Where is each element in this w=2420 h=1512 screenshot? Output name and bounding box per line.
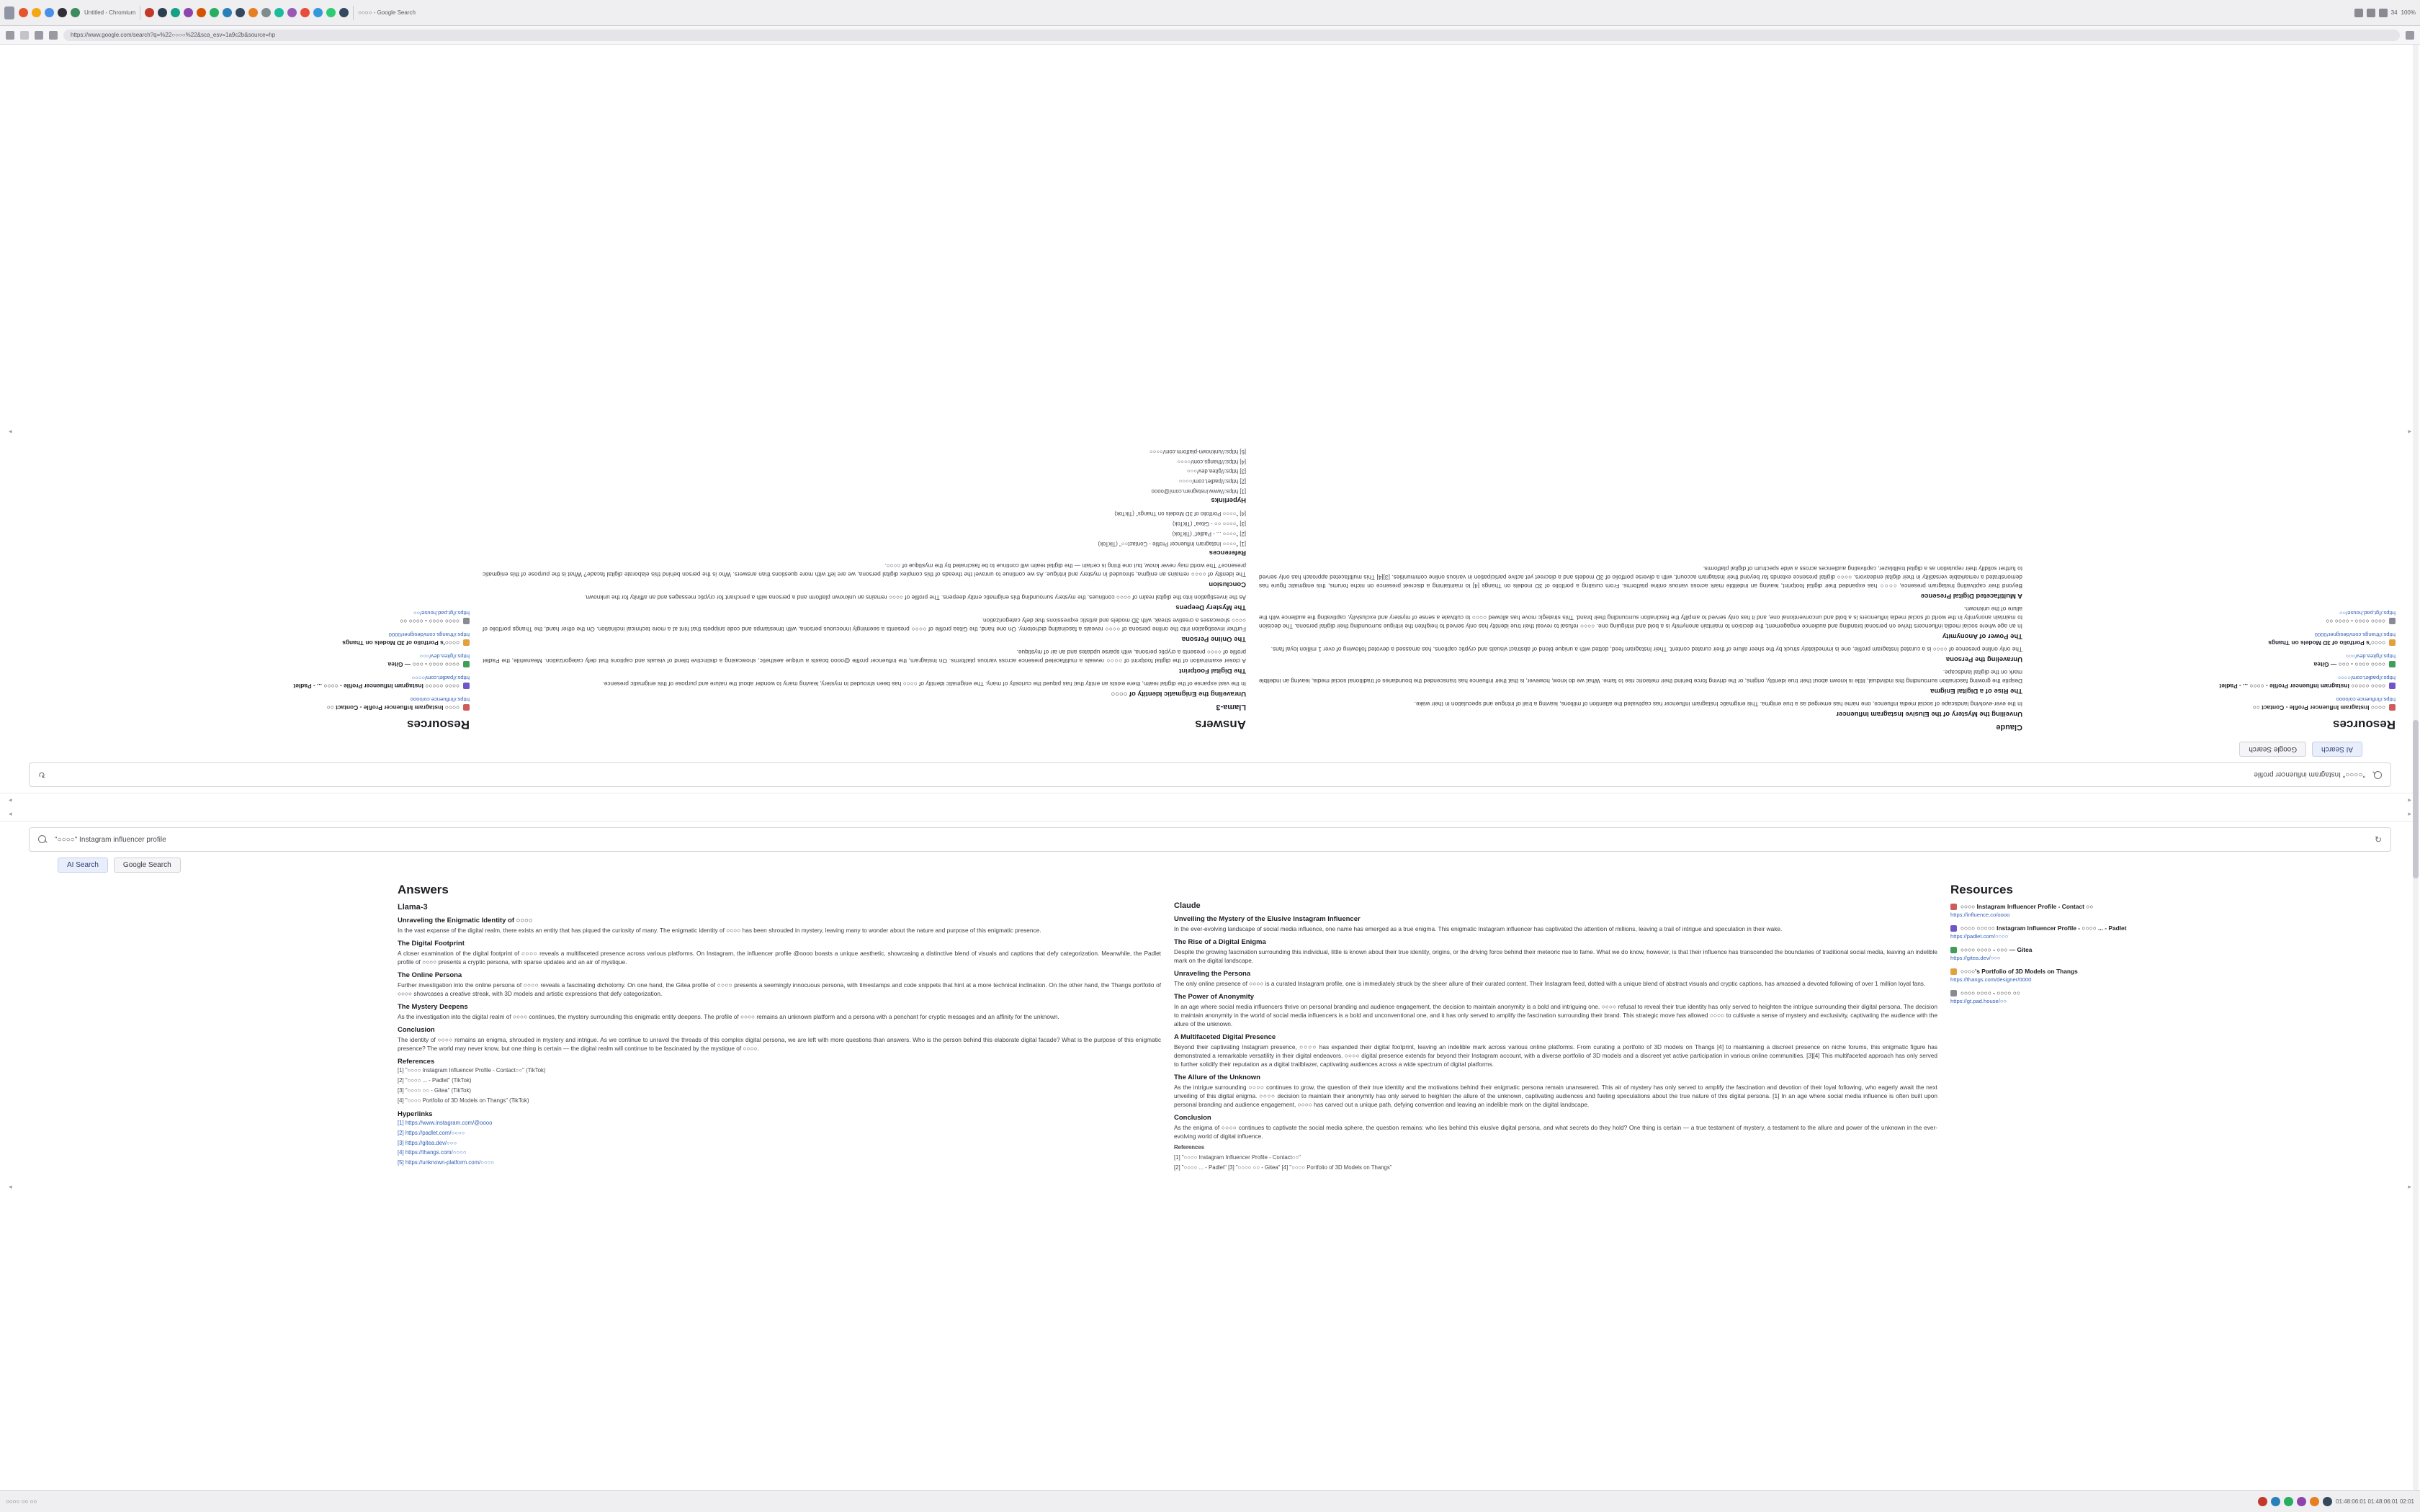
- article-body: In the vast expanse of the digital realm, there exists an entity that has piqued the curiosity of many. The enigmatic identity of ○○○○ has been shrouded in mystery, leaving many to wonder about the nature and purpose of this enigmatic presence.: [398, 927, 1041, 934]
- list-item[interactable]: [66, 653, 470, 668]
- answers-heading: Answers: [398, 883, 449, 896]
- model-name-claude: Claude: [1174, 901, 1201, 910]
- article-body: The only online presence of ○○○○ is a curated Instagram profile, one is immediately struck by the sheer allure of their curated content. Their Instagram feed, dotted with a unique blend of abstract visuals and cryptic captions, has amassed a devoted following of over 1 million loyal fans.: [1174, 980, 1926, 988]
- list-item[interactable]: [1950, 946, 2354, 961]
- resource-url[interactable]: https://padlet.com/○○○○: [1950, 933, 2009, 940]
- reference-item: [2] "○○○○ ... - Padlet" [3] "○○○○ ○○ - Gitea" [4] "○○○○ Portfolio of 3D Models on Thangs": [1174, 1164, 1392, 1171]
- collapse-right-icon[interactable]: ▸: [9, 797, 12, 804]
- references-heading: References: [398, 1058, 435, 1066]
- list-item[interactable]: [66, 675, 470, 690]
- resource-url[interactable]: https://thangs.com/designer/0000: [388, 631, 470, 638]
- search-icon: [38, 835, 48, 845]
- reload-icon[interactable]: [35, 31, 43, 40]
- resource-url[interactable]: https://gt.pad.house/○○: [413, 610, 470, 616]
- tab-favicon[interactable]: [300, 8, 310, 17]
- home-icon[interactable]: [49, 31, 58, 40]
- hyperlink-item[interactable]: [2] https://padlet.com/○○○○: [398, 1129, 465, 1136]
- answers-heading: Answers: [1195, 718, 1246, 732]
- tab-favicon[interactable]: [210, 8, 219, 17]
- footer-left-icon[interactable]: ◂: [2408, 428, 2411, 436]
- hyperlinks-heading: Hyperlinks: [1211, 496, 1246, 505]
- profile-avatar-icon[interactable]: [2367, 9, 2375, 17]
- reference-item: [2] "○○○○ ... - Padlet" (TikTok): [1172, 530, 1246, 537]
- article-body: As the investigation into the digital realm of ○○○○ continues, the mystery surrounding this enigmatic entity deepens. The profile of ○○○○ remains an unknown platform and a persona with a penchant for cryptic messages and an affinity for the unknown.: [398, 1013, 1059, 1021]
- tab-favicon[interactable]: [197, 8, 206, 17]
- answers-column: [398, 883, 1161, 1169]
- article-body: As the investigation into the digital realm of ○○○○ continues, the mystery surrounding this enigmatic entity deepens. The profile of ○○○○ remains an unknown platform and a persona with a penchant for cryptic messages and an affinity for the unknown.: [584, 593, 1246, 601]
- mirror-columns: [0, 438, 2420, 734]
- resources-column: [1950, 883, 2354, 1011]
- taskbar-app-icon[interactable]: [2271, 1497, 2280, 1506]
- article-heading: Unraveling the Persona: [1945, 654, 2022, 663]
- reference-item: [1] "○○○○ Instagram Influencer Profile - Contact○○": [1174, 1154, 1301, 1161]
- search-query-text: "○○○○" Instagram influencer profile: [2254, 770, 2365, 779]
- resources-heading: Resources: [407, 718, 470, 732]
- gitea-favicon: [2389, 661, 2396, 667]
- article-body: Despite the growing fascination surrounding this individual, little is known about their true identity, origins, or the driving force behind their meteoric rise to fame. What we do know, however, is that their influence has transcended the boundaries of traditional social media, leaving an indelible mark on the digital landscape.: [1174, 948, 1937, 965]
- window-title: Untitled - Chromium: [84, 9, 136, 16]
- resource-title[interactable]: ○○○○ ○○○○ - ○○○ — Gitea: [2035, 661, 2396, 668]
- list-item[interactable]: [2035, 675, 2396, 690]
- tab-favicons-group[interactable]: [19, 8, 80, 17]
- gitea-favicon: [1950, 947, 1957, 953]
- pane-window-bar: [0, 807, 2420, 822]
- tab-favicon[interactable]: [339, 8, 349, 17]
- collapse-right-icon[interactable]: ▸: [2408, 810, 2411, 817]
- article-heading: Conclusion: [1209, 580, 1246, 588]
- forward-arrow-icon[interactable]: [20, 31, 29, 40]
- search-toolbar: [0, 822, 2420, 880]
- article-heading: The Allure of the Unknown: [1174, 1074, 1260, 1082]
- results-columns: [0, 880, 2420, 1182]
- hyperlink-item[interactable]: [3] https://gitea.dev/○○○: [398, 1139, 457, 1146]
- article-heading: The Power of Anonymity: [1942, 631, 2022, 640]
- resource-url[interactable]: https://gitea.dev/○○○: [1950, 955, 2001, 961]
- list-item[interactable]: [2035, 653, 2396, 668]
- taskbar-icons[interactable]: [2258, 1497, 2414, 1506]
- list-item[interactable]: [1950, 989, 2354, 1004]
- article-body: In an age where social media influencers thrive on personal branding and audience engagement, the decision to maintain anonymity is a bold and intriguing one. ○○○○ refusal to reveal their true identity has only served to heighten the intrigue surrounding their digital persona. The decision to maintain anonymity in the world of social media influencers is a bold and unconventional one, and it has only served to amplify the fascination surrounding their brand. This strategic move has allowed ○○○○ to cultivate a sense of mystery and exclusivity, captivating the audience with the allure of the unknown.: [1174, 1003, 1937, 1028]
- hyperlink-item[interactable]: [5] https://unknown-platform.com/○○○○: [1149, 448, 1246, 455]
- resource-title[interactable]: ○○○○ Instagram Influencer Profile - Contact ○○: [66, 704, 470, 711]
- chrome-actions[interactable]: [2354, 9, 2416, 17]
- tab-favicon[interactable]: [236, 8, 245, 17]
- padlet-favicon: [463, 683, 470, 689]
- hyperlink-item[interactable]: [3] https://gitea.dev/○○○: [1186, 468, 1246, 475]
- hyperlink-item[interactable]: [1] https://www.instagram.com/@oooo: [1151, 488, 1246, 495]
- tab-label[interactable]: ○○○○ - Google Search: [358, 9, 416, 16]
- tab-favicon[interactable]: [58, 8, 67, 17]
- pane-footer: [0, 1182, 2420, 1193]
- tab-favicon[interactable]: [145, 8, 154, 17]
- article-heading: The Digital Footprint: [398, 940, 465, 948]
- refresh-icon[interactable]: ↻: [2374, 834, 2382, 845]
- article-heading: The Rise of a Digital Enigma: [1930, 686, 2022, 695]
- article-body: The identity of ○○○○ remains an enigma, shrouded in mystery and intrigue. As we continue to unravel the threads of this complex digital persona, we are left with more questions than answers. Who is the person behind this elaborate digital facade? What is the purpose of this enigmatic presence? The world may never know, but one thing is certain — the digital realm will continue to be fascinated by the mystique of ○○○○.: [398, 1036, 1161, 1053]
- tab-favicon[interactable]: [248, 8, 258, 17]
- references-heading: References: [1209, 548, 1246, 557]
- article-body: Despite the growing fascination surrounding this individual, little is known about their true identity, origins, or the driving force behind their meteoric rise to fame. What we do know, however, is that their influence has transcended the boundaries of traditional social media, leaving an indelible mark on the digital landscape.: [1259, 668, 2022, 685]
- refresh-icon[interactable]: ↻: [38, 770, 46, 780]
- article-body: As the intrigue surrounding ○○○○ continues to grow, the question of their true identity and the motivations behind their enigmatic persona remain unanswered. This air of mystery has only served to amplify the fascination and devotion of their loyal following, who eagerly await the next unveiling of this digital enigma. ○○○○ decision to maintain their anonymity has only served to heighten the allure of the unknown, captivating audiences and fueling speculations about the true nature of this digital persona. [1] In an age where social media influence is often built upon personal branding and audience engagement, ○○○○ has carved out a unique path, defying convention and leaving an indelible mark on the digital landscape.: [1174, 1084, 1937, 1109]
- resource-title[interactable]: ○○○○ Instagram Influencer Profile - Contact ○○: [2035, 704, 2396, 711]
- ai-search-button[interactable]: AI Search: [58, 858, 108, 873]
- list-item[interactable]: [2035, 610, 2396, 625]
- footer-right-icon[interactable]: ▸: [9, 428, 12, 436]
- thangs-favicon: [463, 639, 470, 646]
- hyperlink-item[interactable]: [4] https://thangs.com/○○○○: [1177, 458, 1246, 465]
- tab-favicon[interactable]: [171, 8, 180, 17]
- tab-favicon[interactable]: [223, 8, 232, 17]
- kebab-menu-icon[interactable]: [2379, 9, 2388, 17]
- page-scrollbar-thumb[interactable]: [2413, 720, 2419, 878]
- list-item[interactable]: [66, 610, 470, 625]
- article-heading: The Online Persona: [398, 971, 462, 980]
- zoom-level: 100%: [2401, 9, 2416, 16]
- article-body: In the ever-evolving landscape of social media influence, one name has emerged as a true enigma. This enigmatic Instagram influencer has captivated the attention of millions, leaving a trail of intrigue and speculation in their wake.: [1414, 701, 2022, 708]
- article-body: A closer examination of the digital footprint of ○○○○ reveals a multifaceted presence across various platforms. On Instagram, the influencer profile @oooo boasts a unique aesthetic, showcasing a distinctive blend of visuals and captions that defy categorization. Meanwhile, the Padlet profile of ○○○○ presents a cryptic persona, with sparse updates and an air of mystique.: [483, 648, 1246, 665]
- reference-item: [4] "○○○○ Portfolio of 3D Models on Thangs" (TikTok): [398, 1097, 529, 1104]
- resource-url[interactable]: https://thangs.com/designer/0000: [2314, 631, 2396, 638]
- resource-title[interactable]: ○○○○ ○○○○ - ○○○○ ○○: [2035, 618, 2396, 625]
- instagram-favicon: [463, 704, 470, 711]
- resources-heading: Resources: [1950, 883, 2013, 896]
- taskbar-app-icon[interactable]: [2258, 1497, 2267, 1506]
- mirror-llama-col: [483, 445, 1246, 732]
- model-name-llama: Llama-3: [1216, 703, 1246, 711]
- article-heading: Unraveling the Persona: [1174, 970, 1251, 978]
- resource-title[interactable]: ○○○○ ○○○○ - ○○○ — Gitea: [1950, 946, 2354, 953]
- article-body: In the ever-evolving landscape of social media influence, one name has emerged as a true enigma. This enigmatic Instagram influencer has captivated the attention of millions, leaving a trail of intrigue and speculation in their wake.: [1174, 925, 1783, 932]
- resource-title[interactable]: ○○○○ ○○○○○ Instagram Influencer Profile - ○○○○ ... - Padlet: [2035, 683, 2396, 690]
- padlet-favicon: [1950, 925, 1957, 932]
- collapse-left-icon[interactable]: ◂: [9, 810, 12, 817]
- padlet-favicon: [2389, 683, 2396, 689]
- resource-url[interactable]: https://thangs.com/designer/0000: [1950, 976, 2032, 983]
- back-arrow-icon[interactable]: [6, 31, 14, 40]
- list-item[interactable]: [1950, 903, 2354, 918]
- references-heading: References: [1174, 1144, 1205, 1151]
- hyperlink-item[interactable]: [1] https://www.instagram.com/@oooo: [398, 1119, 493, 1126]
- mirror-toolbar: [0, 734, 2420, 793]
- article-heading: The Power of Anonymity: [1174, 993, 1255, 1002]
- thangs-favicon: [1950, 968, 1957, 975]
- resources-heading: Resources: [2333, 718, 2396, 732]
- search-icon: [2372, 770, 2382, 780]
- ai-search-button[interactable]: AI Search: [2312, 742, 2362, 757]
- article-heading: The Online Persona: [1181, 634, 1246, 643]
- tab-favicon[interactable]: [274, 8, 284, 17]
- article-heading: A Multifaceted Digital Presence: [1174, 1033, 1276, 1042]
- article-body: Beyond their captivating Instagram presence, ○○○○ has expanded their digital footprint, leaving an indelible mark across various online platforms. From curating a portfolio of 3D models on Thangs [4] to maintaining a discreet presence on niche forums, this enigmatic figure has demonstrated a remarkable versatility in their digital endeavors. ○○○○ digital presence extends far beyond their Instagram account, with a diverse portfolio of 3D models and a discreet yet active participation in various online communities. [3][4] This multifaceted approach has only served to further solidify their reputation as a digital trailblazer, captivating audiences across a wide spectrum of digital platforms.: [1174, 1043, 1937, 1068]
- resource-url[interactable]: https://gitea.dev/○○○: [419, 653, 470, 660]
- duplicated-page-mirror: [0, 45, 2420, 807]
- article-heading: The Digital Footprint: [1179, 666, 1246, 675]
- app-menu-icon[interactable]: [4, 6, 14, 19]
- list-item[interactable]: [2035, 631, 2396, 647]
- divider: [353, 6, 354, 20]
- article-body: Further investigation into the online persona of ○○○○ reveals a fascinating dichotomy. On one hand, the Gitea profile of ○○○○ presents a seemingly innocuous persona, with timestamps and code snippets that hint at a more technical inclination. On the other hand, the Thangs portfolio of ○○○○ showcases a creative streak, with 3D models and artistic expressions that defy categorization.: [483, 616, 1246, 633]
- taskbar[interactable]: [0, 1490, 2420, 1512]
- list-item[interactable]: [1950, 968, 2354, 983]
- google-search-button[interactable]: Google Search: [2239, 742, 2306, 757]
- tab-favicon[interactable]: [313, 8, 323, 17]
- taskbar-app-icon[interactable]: [2310, 1497, 2319, 1506]
- resource-title[interactable]: ○○○○'s Portfolio of 3D Models on Thangs: [2035, 639, 2396, 647]
- resource-title[interactable]: ○○○○ ○○○○○ Instagram Influencer Profile - ○○○○ ... - Padlet: [1950, 924, 2354, 932]
- generic-favicon: [463, 618, 470, 624]
- article-heading: Conclusion: [398, 1026, 435, 1035]
- tab-favicon[interactable]: [71, 8, 80, 17]
- list-item[interactable]: [66, 631, 470, 647]
- tab-count: 34: [2390, 9, 2398, 16]
- list-item[interactable]: [1950, 924, 2354, 940]
- resource-url[interactable]: https://gt.pad.house/○○: [1950, 998, 2007, 1004]
- model-name-llama: Llama-3: [398, 903, 428, 912]
- article-heading: Unraveling the Enigmatic Identity of ○○○○: [1111, 690, 1246, 698]
- search-input[interactable]: [29, 827, 2391, 852]
- article-body: As the enigma of ○○○○ continues to captivate the social media sphere, the question remains: who lies behind this elusive digital persona, and what secrets do they hold? One thing is certain — a true testament of mystery, a testament to the allure and power of the unknown in the ever-evolving world of digital influence.: [1174, 1124, 1937, 1140]
- list-item[interactable]: [66, 696, 470, 711]
- google-search-button[interactable]: Google Search: [114, 858, 181, 873]
- model-name-claude: Claude: [1996, 723, 2022, 732]
- mirror-right-resources-col: [66, 603, 470, 732]
- taskbar-app-icon[interactable]: [2323, 1497, 2332, 1506]
- article-heading: The Rise of a Digital Enigma: [1174, 938, 1266, 947]
- address-bar-row[interactable]: [0, 26, 2420, 45]
- footer-left-icon[interactable]: ◂: [9, 1183, 12, 1191]
- article-body: A closer examination of the digital footprint of ○○○○ reveals a multifaceted presence across various platforms. On Instagram, the influencer profile @oooo boasts a unique aesthetic, showcasing a distinctive blend of visuals and captions that defy categorization. Meanwhile, the Padlet profile of ○○○○ presents a cryptic persona, with sparse updates and an air of mystique.: [398, 950, 1161, 966]
- pane-footer: [0, 426, 2420, 438]
- article-body: Beyond their captivating Instagram presence, ○○○○ has expanded their digital footprint, leaving an indelible mark across various online platforms. From curating a portfolio of 3D models on Thangs [4] to maintaining a discreet presence on niche forums, this enigmatic figure has demonstrated a remarkable versatility in their digital endeavors. ○○○○ digital presence extends far beyond their Instagram account, with a diverse portfolio of 3D models and a discreet yet active participation in various online communities. [3][4] This multifaceted approach has only served to further solidify their reputation as a digital trailblazer, captivating audiences across a wide spectrum of digital platforms.: [1259, 564, 2022, 590]
- resource-title[interactable]: ○○○○ ○○○○○ Instagram Influencer Profile - ○○○○ ... - Padlet: [66, 683, 470, 690]
- article-body: In the vast expanse of the digital realm, there exists an entity that has piqued the curiosity of many. The enigmatic identity of ○○○○ has been shrouded in mystery, leaving many to wonder about the nature and purpose of this enigmatic presence.: [602, 680, 1246, 688]
- tab-favicon[interactable]: [19, 8, 28, 17]
- resource-url[interactable]: https://influence.co/oooo: [1950, 912, 2010, 918]
- mirror-claude-col: [1259, 561, 2022, 732]
- instagram-favicon: [1950, 904, 1957, 910]
- reference-item: [2] "○○○○ ... - Padlet" (TikTok): [398, 1077, 472, 1084]
- article-heading: The Mystery Deepens: [398, 1003, 468, 1012]
- tab-favicon[interactable]: [184, 8, 193, 17]
- footer-right-icon[interactable]: ▸: [2408, 1183, 2411, 1191]
- search-results-page: [0, 807, 2420, 1491]
- hyperlink-item[interactable]: [4] https://thangs.com/○○○○: [398, 1149, 467, 1156]
- gitea-favicon: [463, 661, 470, 667]
- resource-title[interactable]: ○○○○'s Portfolio of 3D Models on Thangs: [66, 639, 470, 647]
- article-heading: Conclusion: [1174, 1114, 1211, 1122]
- hyperlink-item[interactable]: [2] https://padlet.com/○○○○: [1178, 478, 1246, 485]
- generic-favicon: [2389, 618, 2396, 624]
- resource-title[interactable]: ○○○○'s Portfolio of 3D Models on Thangs: [1950, 968, 2354, 975]
- hyperlink-item[interactable]: [5] https://unknown-platform.com/○○○○: [398, 1159, 495, 1166]
- article-body: The identity of ○○○○ remains an enigma, shrouded in mystery and intrigue. As we continue to unravel the threads of this complex digital persona, we are left with more questions than answers. Who is the person behind this elaborate digital facade? What is the purpose of this enigmatic presence? The world may never know, but one thing is certain — the digital realm will continue to be fascinated by the mystique of ○○○○.: [483, 562, 1246, 578]
- article-body: In an age where social media influencers thrive on personal branding and audience engagement, the decision to maintain anonymity is a bold and intriguing one. ○○○○ refusal to reveal their true identity has only served to heighten the intrigue surrounding their digital persona. The decision to maintain anonymity in the world of social media influencers is a bold and unconventional one, and it has only served to amplify the fascination surrounding their brand. This strategic move has allowed ○○○○ to cultivate a sense of mystery and exclusivity, captivating the audience with the allure of the unknown.: [1259, 605, 2022, 630]
- resource-url[interactable]: https://padlet.com/○○○○: [2337, 675, 2396, 681]
- article-body: Further investigation into the online persona of ○○○○ reveals a fascinating dichotomy. On one hand, the Gitea profile of ○○○○ presents a seemingly innocuous persona, with timestamps and code snippets that hint at a more technical inclination. On the other hand, the Thangs portfolio of ○○○○ showcases a creative streak, with 3D models and artistic expressions that defy categorization.: [398, 981, 1161, 998]
- article-heading: Unveiling the Mystery of the Elusive Instagram Influencer: [1174, 915, 1361, 923]
- resource-title[interactable]: ○○○○ ○○○○ - ○○○○ ○○: [1950, 989, 2354, 996]
- resource-url[interactable]: https://padlet.com/○○○○: [411, 675, 470, 681]
- article-heading: A Multifaceted Digital Presence: [1920, 591, 2022, 600]
- instagram-favicon: [2389, 704, 2396, 711]
- article-heading: Unraveling the Enigmatic Identity of ○○○○: [398, 917, 533, 924]
- pane-window-bar: [0, 793, 2420, 807]
- tab-favicon[interactable]: [158, 8, 167, 17]
- tab-favicons-group-2[interactable]: [145, 8, 349, 17]
- search-button-row[interactable]: [29, 742, 2391, 757]
- star-icon[interactable]: [2354, 9, 2363, 17]
- collapse-left-icon[interactable]: ◂: [2408, 797, 2411, 804]
- search-input[interactable]: [29, 762, 2391, 787]
- list-item[interactable]: [2035, 696, 2396, 711]
- reference-item: [1] "○○○○ Instagram Influencer Profile - Contact○○" (TikTok): [398, 1067, 546, 1074]
- claude-column: [1174, 883, 1937, 1174]
- article-heading: The Mystery Deepens: [1175, 603, 1246, 611]
- reference-item: [4] "○○○○ Portfolio of 3D Models on Thangs" (TikTok): [1114, 510, 1246, 518]
- resource-url[interactable]: https://influence.co/oooo: [2336, 696, 2396, 703]
- status-text-right: 01:48:06:01 01:48:06:01 02:01: [2336, 1498, 2414, 1505]
- tab-favicon[interactable]: [45, 8, 54, 17]
- browser-tab-strip[interactable]: [0, 0, 2420, 26]
- reference-item: [1] "○○○○ Instagram Influencer Profile - Contact○○" (TikTok): [1098, 540, 1246, 547]
- reference-item: [3] "○○○○ ○○ - Gitea" (TikTok): [398, 1086, 471, 1094]
- resource-title[interactable]: ○○○○ Instagram Influencer Profile - Contact ○○: [1950, 903, 2354, 910]
- tab-favicon[interactable]: [326, 8, 336, 17]
- article-heading: Unveiling the Mystery of the Elusive Instagram Influencer: [1836, 710, 2022, 718]
- tab-favicon[interactable]: [287, 8, 297, 17]
- star-icon[interactable]: [2406, 31, 2414, 40]
- resource-url[interactable]: https://gt.pad.house/○○: [2339, 610, 2396, 616]
- article-body: The only online presence of ○○○○ is a curated Instagram profile, one is immediately struck by the sheer allure of their curated content. Their Instagram feed, dotted with a unique blend of abstract visuals and cryptic captions, has amassed a devoted following of over 1 million loyal fans.: [1270, 645, 2022, 653]
- tab-favicon[interactable]: [32, 8, 41, 17]
- generic-favicon: [1950, 990, 1957, 996]
- resource-title[interactable]: ○○○○ ○○○○ - ○○○○ ○○: [66, 618, 470, 625]
- resource-title[interactable]: ○○○○ ○○○○ - ○○○ — Gitea: [66, 661, 470, 668]
- reference-item: [3] "○○○○ ○○ - Gitea" (TikTok): [1173, 521, 1246, 528]
- search-button-row[interactable]: [29, 858, 2391, 873]
- resource-url[interactable]: https://influence.co/oooo: [410, 696, 470, 703]
- taskbar-app-icon[interactable]: [2284, 1497, 2293, 1506]
- search-query-text: "○○○○" Instagram influencer profile: [55, 835, 166, 844]
- hyperlinks-heading: Hyperlinks: [398, 1110, 433, 1118]
- address-bar-input[interactable]: https://www.google.com/search?q=%22○○○○%22&sca_esv=1a9c2b&source=hp: [63, 30, 2400, 41]
- status-text-left: ○○○○ ○○ ○○: [6, 1498, 37, 1505]
- tab-favicon[interactable]: [261, 8, 271, 17]
- taskbar-app-icon[interactable]: [2297, 1497, 2306, 1506]
- resource-url[interactable]: https://gitea.dev/○○○: [2345, 653, 2396, 660]
- mirror-resources-col: [2035, 603, 2396, 732]
- thangs-favicon: [2389, 639, 2396, 646]
